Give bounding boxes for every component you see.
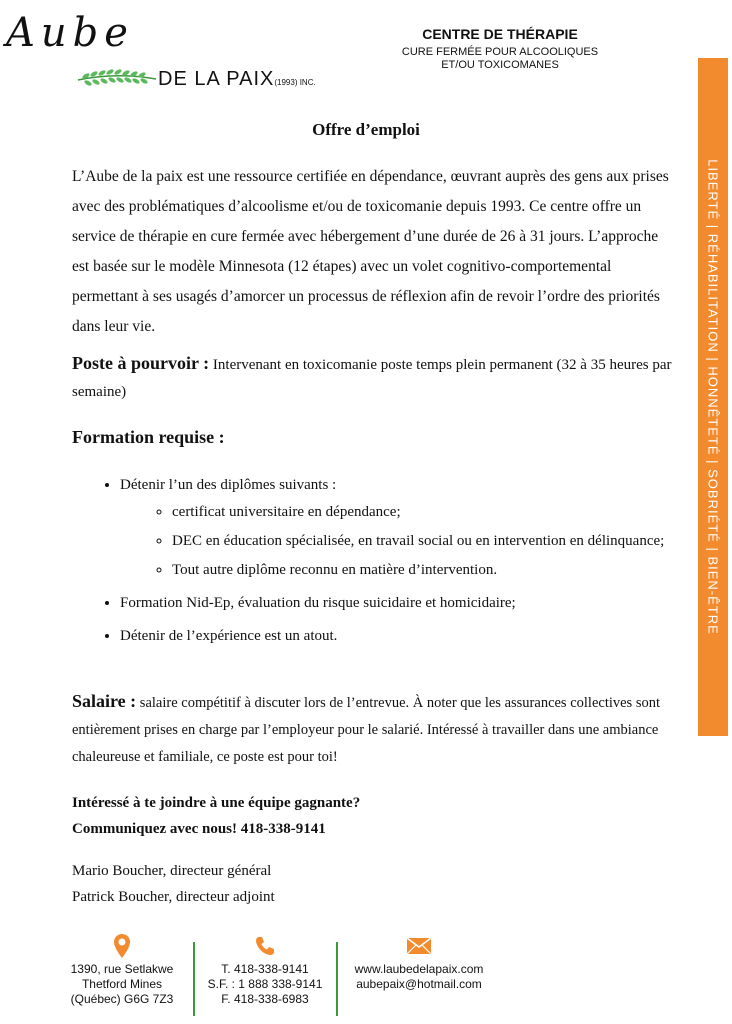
signatures [72, 858, 275, 910]
phone-icon [254, 935, 276, 957]
footer-web: www.laubedelapaix.com aubepaix@hotmail.com [344, 930, 494, 992]
cta-line-2: Communiquez avec nous! 418-338-9141 [72, 821, 326, 837]
header-subtitle: CURE FERMÉE POUR ALCOOLIQUES ET/OU TOXICOMANES [401, 46, 599, 71]
list-item: • Formation Nid-Ep, évaluation du risque suicidaire et homicidaire; [120, 590, 672, 617]
formation-heading: Formation requise : [72, 427, 225, 447]
list-item: ◦ certificat universitaire en dépendance; [172, 499, 672, 526]
list-item: ◦ Tout autre diplôme reconnu en matière d’intervention. [172, 557, 672, 584]
footer-phones: T. 418-338-9141 S.F. : 1 888 338-9141 F. 418-338-6983 [200, 930, 330, 1007]
logo [6, 10, 336, 90]
salaire-paragraph [72, 688, 672, 771]
logo-name: DE LA PAIX(1993) INC. [158, 68, 316, 90]
footer [0, 930, 732, 1020]
list-item: ◦ DEC en éducation spécialisée, en travail social ou en intervention en délinquance; [172, 528, 672, 555]
poste-label: Poste à pourvoir : [72, 353, 210, 373]
location-pin-icon [113, 933, 131, 959]
envelope-icon [406, 937, 432, 955]
list-item: • Détenir l’un des diplômes suivants : ◦ certificat universitaire en dépendance; ◦ DEC en éducation spécialisée, en travail social ou en intervention en délinquance; ◦ Tout autre diplôme reconnu en matière d’intervention. [120, 472, 672, 584]
footer-address: 1390, rue Setlakwe Thetford Mines (Québec) G6G 7Z3 [52, 930, 192, 1007]
salaire-label: Salaire : [72, 691, 137, 711]
footer-divider [336, 942, 338, 1016]
poste-text: Intervenant en toxicomanie poste temps plein permanent (32 à 35 heures par semaine) [72, 357, 672, 400]
list-item: • Détenir de l’expérience est un atout. [120, 623, 672, 650]
signature-2: Patrick Boucher, directeur adjoint [72, 889, 275, 905]
page-title: Offre d’emploi [312, 120, 420, 139]
values-text: LIBERTÉ | RÉHABILITATION | HONNÊTETÉ | SOBRIÉTÉ | BIEN-ÊTRE [705, 159, 721, 635]
header-title: CENTRE DE THÉRAPIE [422, 26, 578, 42]
salaire-text: salaire compétitif à discuter lors de l’entrevue. À noter que les assurances collectives sont entièrement prises en charge par l’employeur pour le salarié. Intéressé à travailler dans une ambiance chaleureuse et familiale, ce poste est pour toi! [72, 695, 660, 765]
leaf-icon [76, 68, 158, 90]
logo-inc: (1993) INC. [274, 78, 316, 87]
footer-divider [193, 942, 195, 1016]
poste-paragraph [72, 350, 672, 406]
cta-line-1: Intéressé à te joindre à une équipe gagnante? [72, 795, 361, 811]
logo-script-text: Aube [6, 10, 134, 56]
signature-1: Mario Boucher, directeur général [72, 863, 272, 879]
intro-paragraph: L’Aube de la paix est une ressource certifiée en dépendance, œuvrant auprès des gens aux prises avec des problématiques d’alcoolisme et/ou de toxicomanie depuis 1993. Ce centre offre un service de thérapie en cure fermée avec hébergement d’une durée de 26 à 31 jours. L’approche est basée sur le modèle Minnesota (12 étapes) avec un volet cognitivo-comportemental permettant à ses usagés d’amorcer un processus de réflexion afin de revoir l’ordre des priorités dans leur vie. [72, 168, 669, 335]
call-to-action [72, 790, 360, 842]
header [400, 26, 600, 72]
formation-list [72, 472, 672, 656]
values-sidebar [698, 58, 728, 736]
